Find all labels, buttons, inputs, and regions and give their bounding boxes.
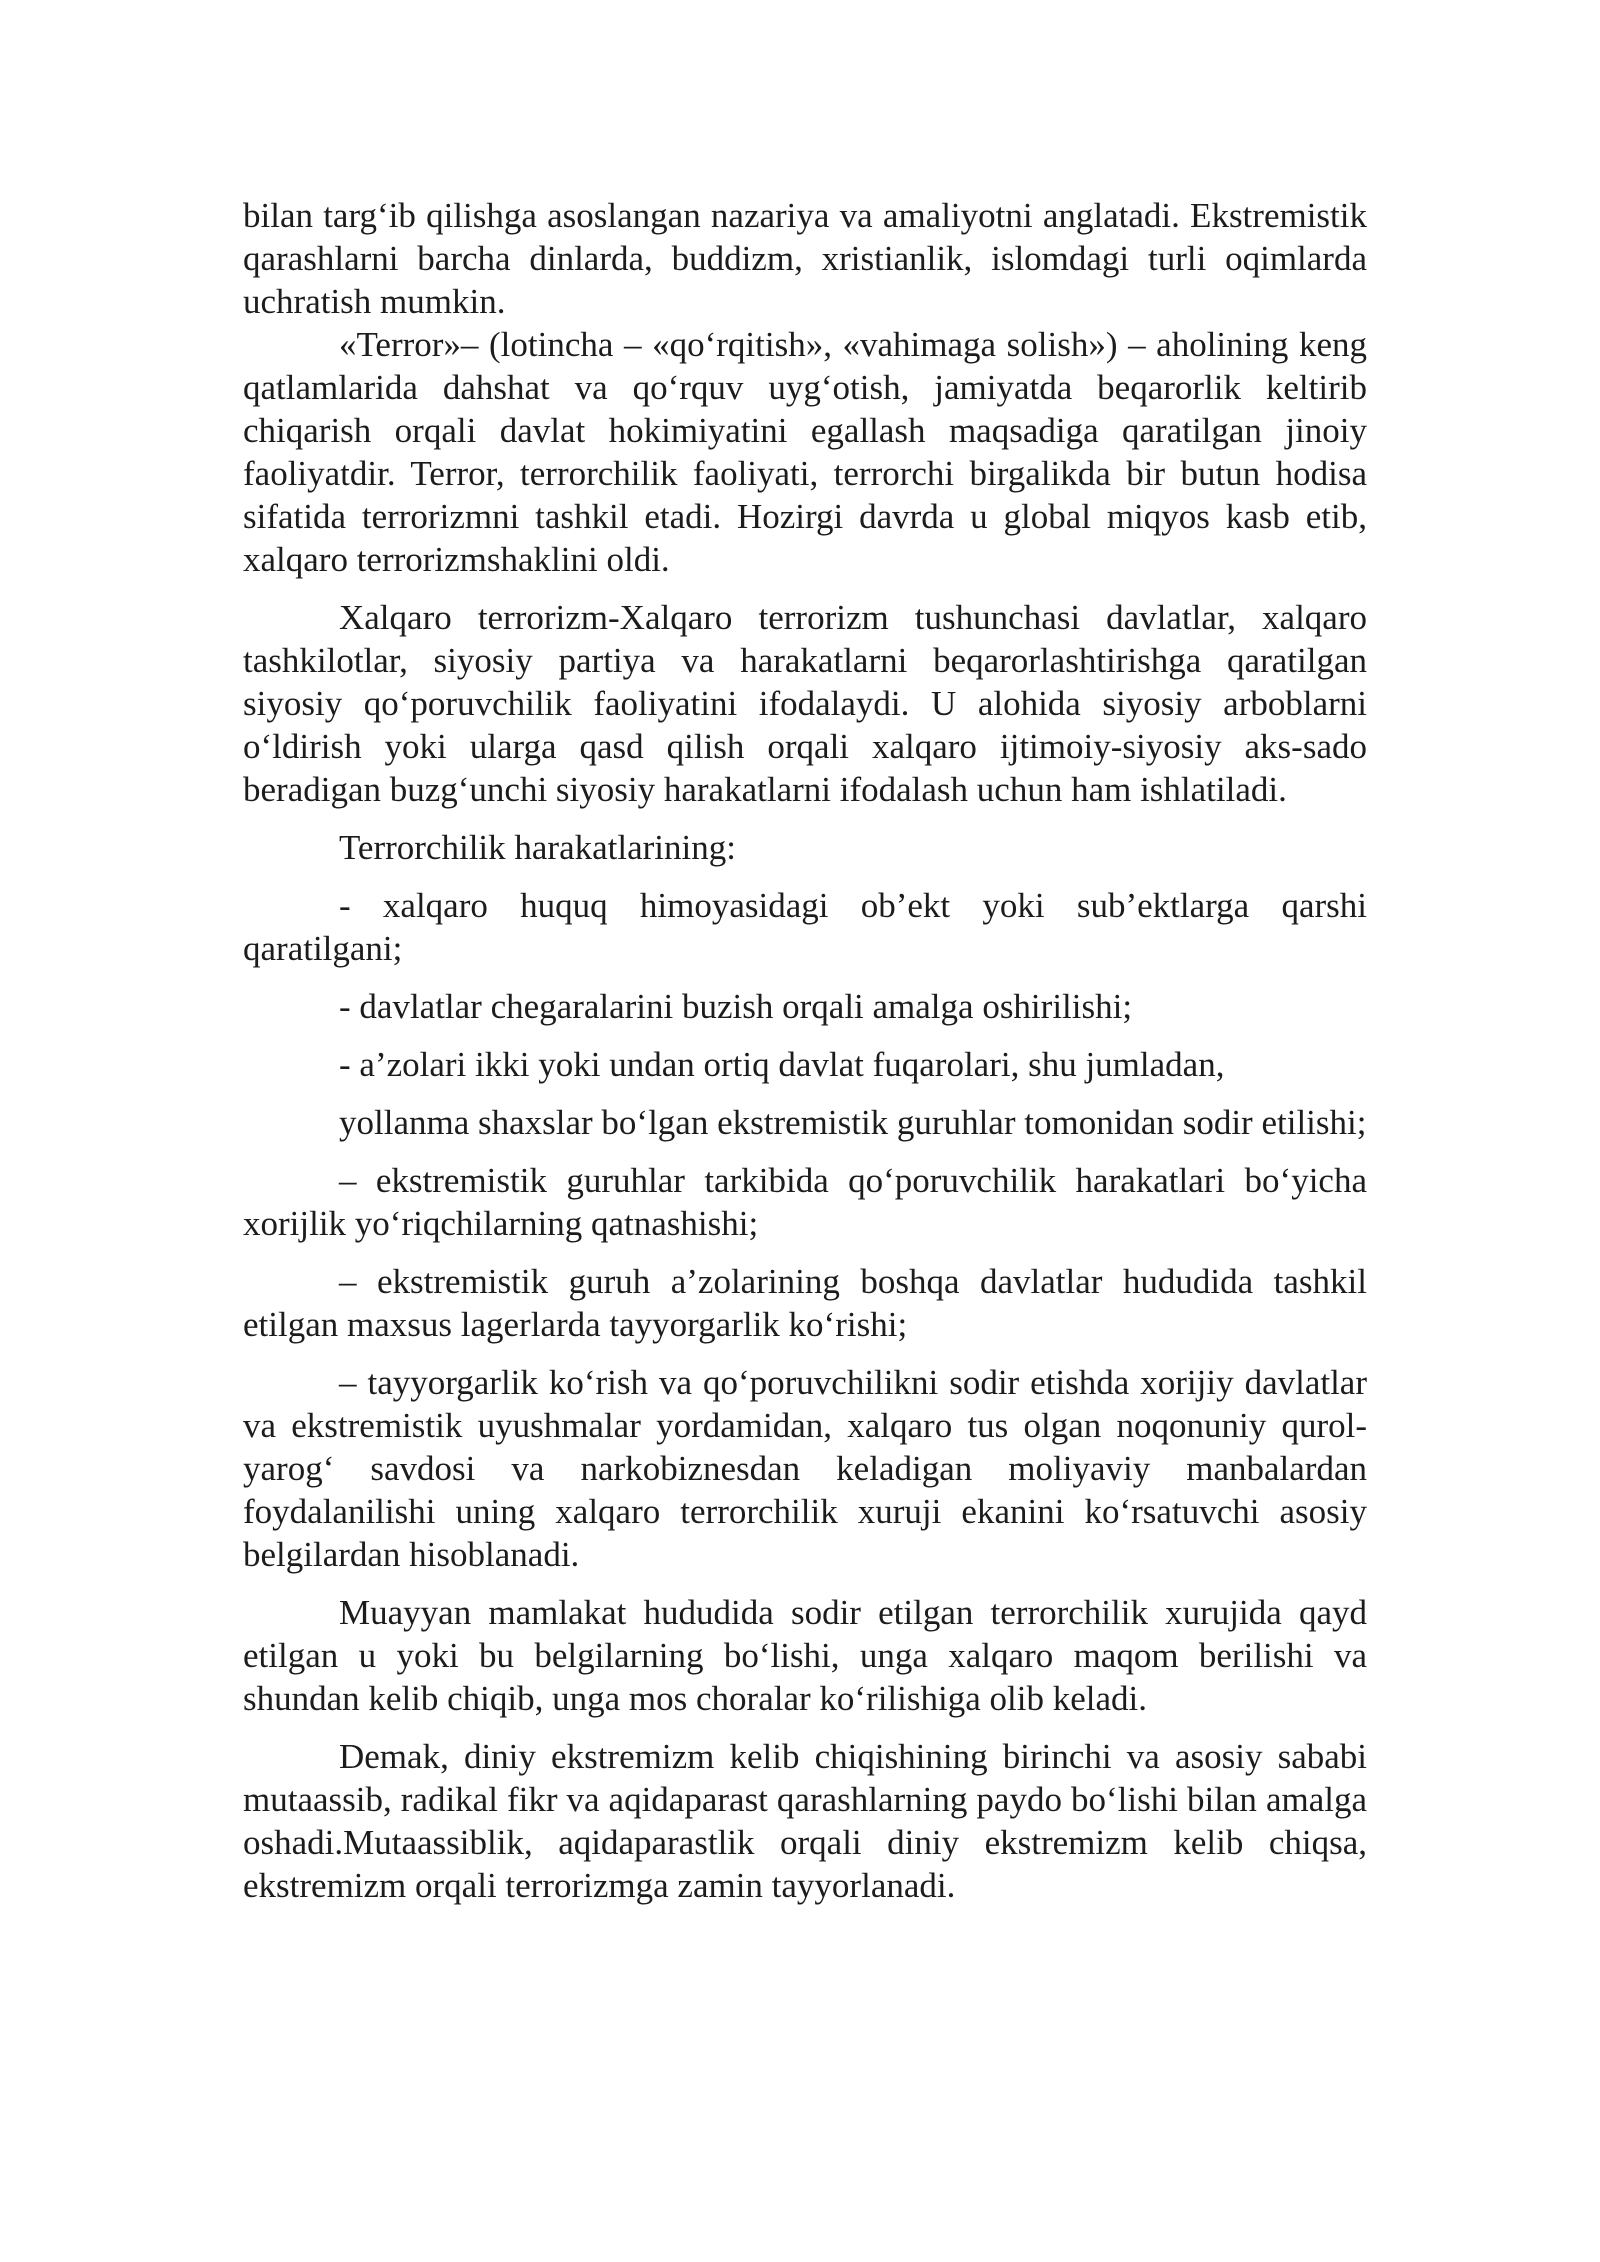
list-item-2: - davlatlar chegaralarini buzish orqali amalga oshirilishi; <box>339 987 1133 1026</box>
list-item-1: - xalqaro huquq himoyasidagi ob’ekt yoki sub’ektlarga qarshi qaratilgani; <box>243 886 1367 968</box>
list-item-3-continued: yollanma shaxslar bo‘lgan ekstremistik guruhlar tomonidan sodir etilishi; <box>339 1103 1367 1142</box>
paragraph-1: bilan targ‘ib qilishga asoslangan nazariya va amaliyotni anglatadi. Ekstremistik qarashlarni barcha dinlarda, buddizm, xristianlik, islomdagi turli oqimlarda uchratish mumkin. <box>243 196 1367 321</box>
list-item-5: – ekstremistik guruh a’zolarining boshqa davlatlar hududida tashkil etilgan maxsus lagerlarda tayyorgarlik ko‘rishi; <box>243 1262 1367 1344</box>
paragraph-3: Xalqaro terrorizm-Xalqaro terrorizm tushunchasi davlatlar, xalqaro tashkilotlar, siyosiy partiya va harakatlarni beqarorlashtirishga qaratilgan siyosiy qo‘poruvchilik faoliyatini ifodalaydi. U alohida siyosiy arboblarni o‘ldirish yoki ularga qasd qilish orqali xalqaro ijtimoiy-siyosiy aks-sado beradigan buzg‘unchi siyosiy harakatlarni ifodalash uchun ham ishlatiladi. <box>243 598 1367 809</box>
list-item-4: – ekstremistik guruhlar tarkibida qo‘poruvchilik harakatlari bo‘yicha xorijlik yo‘riqchilarning qatnashishi; <box>243 1161 1367 1243</box>
paragraph-2: «Terror»– (lotincha – «qo‘rqitish», «vahimaga solish») – aholining keng qatlamlarida dahshat va qo‘rquv uyg‘otish, jamiyatda beqarorlik keltirib chiqarish orqali davlat hokimiyatini egallash maqsadiga qaratilgan jinoiy faoliyatdir. Terror, terrorchilik faoliyati, terrorchi birgalikda bir butun hodisa sifatida terrorizmni tashkil etadi. Hozirgi davrda u global miqyos kasb etib, xalqaro terrorizmshaklini oldi. <box>243 325 1367 579</box>
paragraph-6: Demak, diniy ekstremizm kelib chiqishining birinchi va asosiy sababi mutaassib, radikal fikr va aqidaparast qarashlarning paydo bo‘lishi bilan amalga oshadi.Mutaassiblik, aqidaparastlik orqali diniy ekstremizm kelib chiqsa, ekstremizm orqali terrorizmga zamin tayyorlanadi. <box>243 1737 1367 1905</box>
list-item-6: – tayyorgarlik ko‘rish va qo‘poruvchilikni sodir etishda xorijiy davlatlar va ekstremistik uyushmalar yordamidan, xalqaro tus olgan noqonuniy qurol-yarog‘ savdosi va narkobiznesdan keladigan moliyaviy manbalardan foydalanilishi uning xalqaro terrorchilik xuruji ekanini ko‘rsatuvchi asosiy belgilardan hisoblanadi. <box>243 1363 1367 1574</box>
paragraph-4: Terrorchilik harakatlarining: <box>339 828 736 867</box>
list-item-3: - a’zolari ikki yoki undan ortiq davlat fuqarolari, shu jumladan, <box>339 1045 1225 1084</box>
document-page <box>243 194 1367 1907</box>
paragraph-5: Muayyan mamlakat hududida sodir etilgan terrorchilik xurujida qayd etilgan u yoki bu belgilarning bo‘lishi, unga xalqaro maqom berilishi va shundan kelib chiqib, unga mos choralar ko‘rilishiga olib keladi. <box>243 1593 1367 1718</box>
